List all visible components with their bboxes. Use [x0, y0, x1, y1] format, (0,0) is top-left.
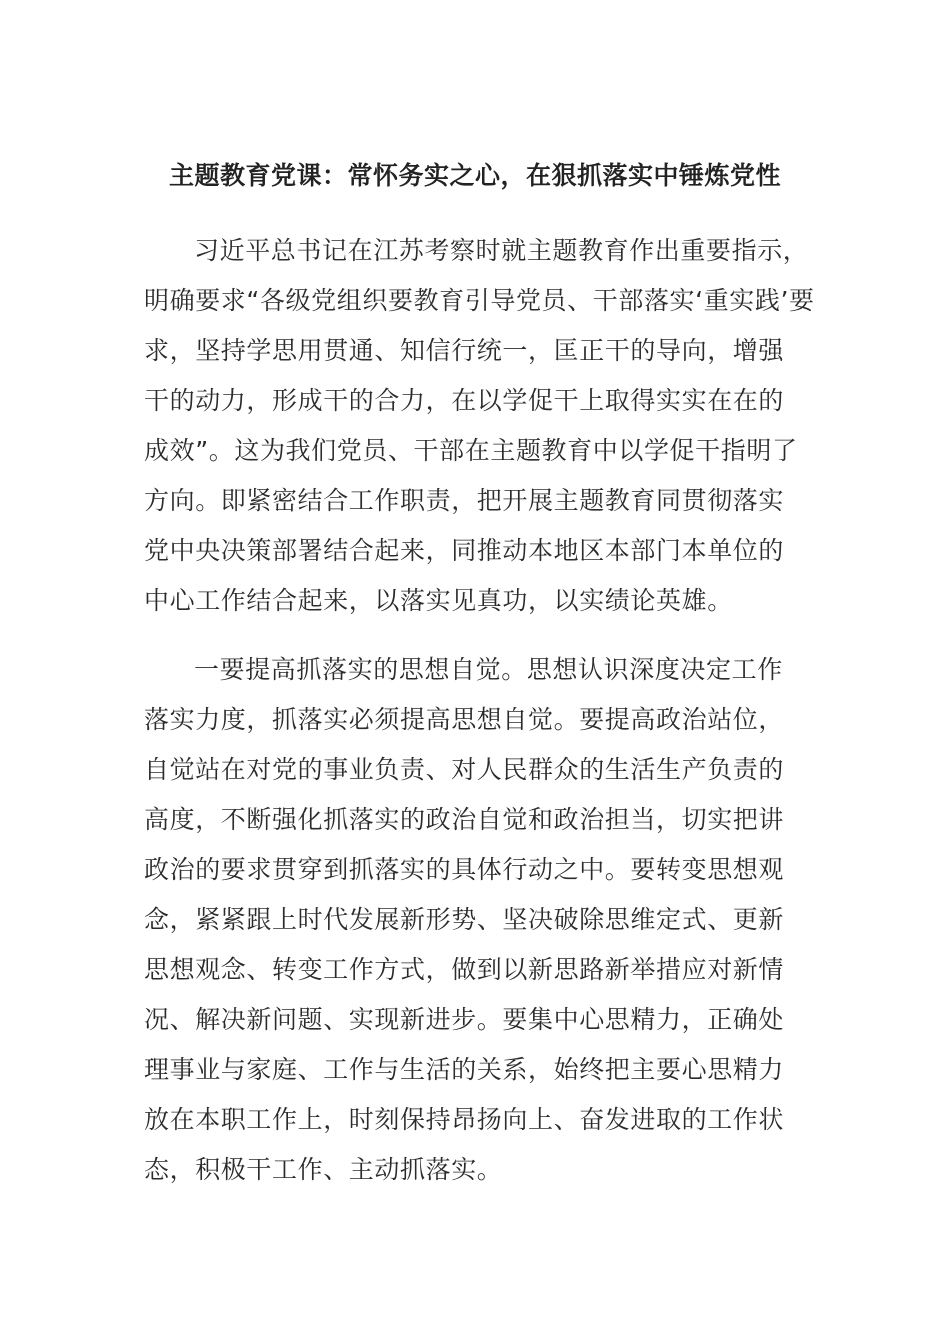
paragraph-line: 习近平总书记在江苏考察时就主题教育作出重要指示，	[194, 236, 809, 265]
paragraph-line: 明确要求“各级党组织要教育引导党员、干部落实‘重实践’要	[144, 286, 815, 315]
document-title: 主题教育党课：常怀务实之心，在狠抓落实中锤炼党性	[168, 161, 781, 190]
paragraph-line: 求，坚持学思用贯通、知信行统一，匡正干的导向，增强	[144, 336, 785, 365]
paragraph-line: 政治的要求贯穿到抓落实的具体行动之中。要转变思想观	[144, 855, 785, 884]
paragraph-line: 党中央决策部署结合起来，同推动本地区本部门本单位的	[144, 536, 785, 565]
paragraph-2	[144, 645, 808, 1195]
paragraph-line: 放在本职工作上，时刻保持昂扬向上、奋发进取的工作状	[144, 1105, 785, 1134]
paragraph-line: 干的动力，形成干的合力，在以学促干上取得实实在在的	[144, 386, 785, 415]
paragraph-line: 成效”。这为我们党员、干部在主题教育中以学促干指明了	[144, 436, 798, 465]
paragraph-line: 自觉站在对党的事业负责、对人民群众的生活生产负责的	[144, 755, 785, 784]
paragraph-line: 思想观念、转变工作方式，做到以新思路新举措应对新情	[144, 955, 785, 984]
paragraph-line: 高度，不断强化抓落实的政治自觉和政治担当，切实把讲	[144, 805, 785, 834]
paragraph-line: 况、解决新问题、实现新进步。要集中心思精力，正确处	[144, 1005, 785, 1034]
paragraph-line: 落实力度，抓落实必须提高思想自觉。要提高政治站位，	[144, 705, 785, 734]
paragraph-line: 一要提高抓落实的思想自觉。思想认识深度决定工作	[194, 655, 783, 684]
paragraph-1	[144, 226, 815, 626]
paragraph-line: 理事业与家庭、工作与生活的关系，始终把主要心思精力	[144, 1055, 785, 1084]
paragraph-line: 中心工作结合起来，以落实见真功，以实绩论英雄。	[144, 586, 733, 615]
paragraph-line: 念，紧紧跟上时代发展新形势、坚决破除思维定式、更新	[144, 905, 785, 934]
paragraph-line: 方向。即紧密结合工作职责，把开展主题教育同贯彻落实	[144, 486, 785, 515]
paragraph-line: 态，积极干工作、主动抓落实。	[144, 1155, 503, 1184]
